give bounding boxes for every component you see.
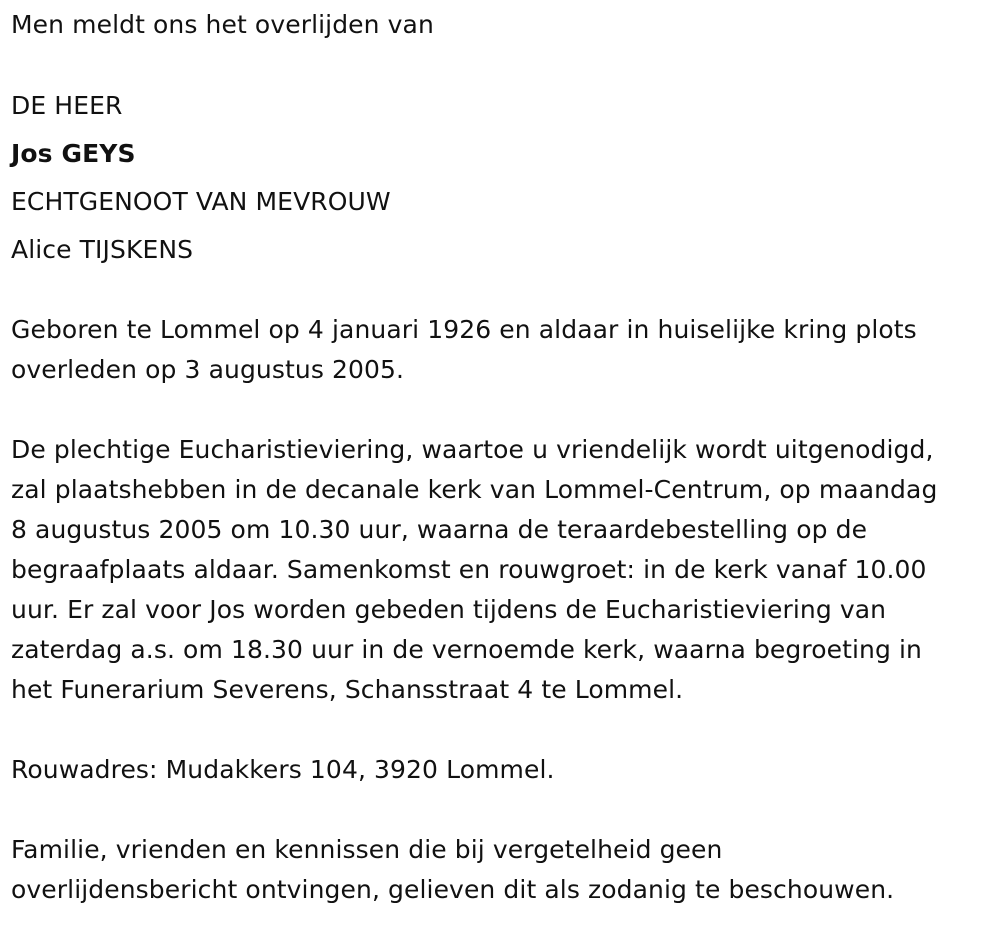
paragraph-line: Geboren te Lommel op 4 januari 1926 en aldaar in huiselijke kring plots <box>11 315 917 344</box>
paragraph-line: begraafplaats aldaar. Samenkomst en rouwgroet: in de kerk vanaf 10.00 <box>11 555 927 584</box>
ceremony-paragraph <box>11 430 986 710</box>
paragraph-line: het Funerarium Severens, Schansstraat 4 te Lommel. <box>11 675 684 704</box>
title-prefix: DE HEER <box>11 91 123 120</box>
paragraph-line: zal plaatshebben in de decanale kerk van Lommel-Centrum, op maandag <box>11 475 938 504</box>
birth-death-paragraph <box>11 310 986 390</box>
closing-paragraph <box>11 830 986 910</box>
paragraph-line: overlijdensbericht ontvingen, gelieven dit als zodanig te beschouwen. <box>11 875 895 904</box>
paragraph-line: Familie, vrienden en kennissen die bij vergetelheid geen <box>11 835 723 864</box>
paragraph-line: zaterdag a.s. om 18.30 uur in de vernoemde kerk, waarna begroeting in <box>11 635 922 664</box>
paragraph-line: 8 augustus 2005 om 10.30 uur, waarna de teraardebestelling op de <box>11 515 868 544</box>
intro-text: Men meldt ons het overlijden van <box>11 10 434 39</box>
mourning-address: Rouwadres: Mudakkers 104, 3920 Lommel. <box>11 755 555 784</box>
deceased-name: Jos GEYS <box>11 139 136 168</box>
paragraph-line: overleden op 3 augustus 2005. <box>11 355 405 384</box>
paragraph-line: uur. Er zal voor Jos worden gebeden tijdens de Eucharistieviering van <box>11 595 887 624</box>
spouse-label: ECHTGENOOT VAN MEVROUW <box>11 187 391 216</box>
spouse-name: Alice TIJSKENS <box>11 235 194 264</box>
paragraph-line: De plechtige Eucharistieviering, waartoe u vriendelijk wordt uitgenodigd, <box>11 435 934 464</box>
